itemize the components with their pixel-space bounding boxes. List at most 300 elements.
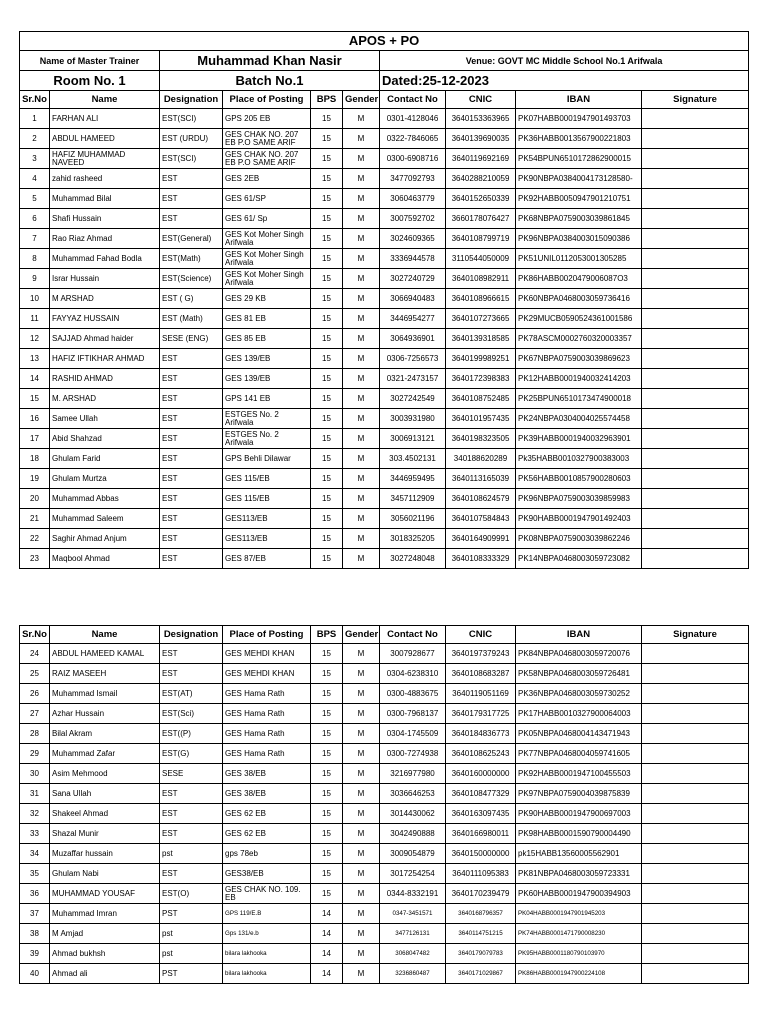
cell-contact-no: 3017254254	[380, 864, 446, 884]
cell-designation: EST(AT)	[160, 684, 223, 704]
table-row	[20, 329, 749, 349]
venue: Venue: GOVT MC Middle School No.1 Arifwala	[380, 51, 749, 71]
cell-contact-no: 0304-1745509	[380, 724, 446, 744]
cell-contact-no: 3066940483	[380, 289, 446, 309]
cell-place-of-posting: GES Kot Moher Singh Arifwala	[223, 229, 311, 249]
cell-sr-no: 32	[20, 804, 50, 824]
table-row	[20, 509, 749, 529]
cell-iban: PK90HABB0001947901492403	[516, 509, 642, 529]
cell-designation: EST(G)	[160, 744, 223, 764]
cell-signature	[642, 429, 749, 449]
cell-contact-no: 3007928677	[380, 644, 446, 664]
table-row	[20, 529, 749, 549]
cell-iban: PK74HABB0001471790008230	[516, 924, 642, 944]
cell-cnic: 3660178076427	[446, 209, 516, 229]
column-header-iban: IBAN	[516, 626, 642, 644]
table-row	[20, 924, 749, 944]
cell-bps: 15	[311, 209, 343, 229]
cell-designation: EST ( G)	[160, 289, 223, 309]
cell-place-of-posting: Gps 131/e.b	[223, 924, 311, 944]
cell-contact-no: 0300-6908716	[380, 149, 446, 169]
cell-place-of-posting: ESTGES No. 2 Arifwala	[223, 409, 311, 429]
table-row	[20, 349, 749, 369]
cell-place-of-posting: GES MEHDI KHAN	[223, 664, 311, 684]
cell-gender: M	[343, 764, 380, 784]
cell-contact-no: 3036646253	[380, 784, 446, 804]
cell-contact-no: 3009054879	[380, 844, 446, 864]
cell-cnic: 3640152650339	[446, 189, 516, 209]
cell-signature	[642, 704, 749, 724]
cell-cnic: 3640163097435	[446, 804, 516, 824]
cell-iban: PK92HABB0001947100455503	[516, 764, 642, 784]
cell-signature	[642, 744, 749, 764]
cell-designation: EST	[160, 549, 223, 569]
cell-iban: PK39HABB0001940032963901	[516, 429, 642, 449]
cell-sr-no: 38	[20, 924, 50, 944]
cell-signature	[642, 529, 749, 549]
cell-bps: 15	[311, 824, 343, 844]
cell-name: Asim Mehmood	[50, 764, 160, 784]
table-row	[20, 764, 749, 784]
cell-cnic: 3640107273665	[446, 309, 516, 329]
cell-bps: 15	[311, 109, 343, 129]
table-row	[20, 944, 749, 964]
cell-signature	[642, 309, 749, 329]
cell-gender: M	[343, 249, 380, 269]
cell-bps: 15	[311, 664, 343, 684]
cell-contact-no: 0344-8332191	[380, 884, 446, 904]
cell-name: Muzaffar hussain	[50, 844, 160, 864]
cell-gender: M	[343, 964, 380, 984]
cell-designation: EST	[160, 189, 223, 209]
cell-place-of-posting: GES 62 EB	[223, 824, 311, 844]
cell-name: Azhar Hussain	[50, 704, 160, 724]
table-row	[20, 784, 749, 804]
cell-signature	[642, 804, 749, 824]
cell-contact-no: 3446959495	[380, 469, 446, 489]
column-header-bps: BPS	[311, 626, 343, 644]
cell-iban: PK12HABB0001940032414203	[516, 369, 642, 389]
cell-bps: 15	[311, 489, 343, 509]
cell-gender: M	[343, 189, 380, 209]
cell-sr-no: 11	[20, 309, 50, 329]
cell-sr-no: 37	[20, 904, 50, 924]
cell-place-of-posting: GES Hama Rath	[223, 684, 311, 704]
cell-sr-no: 5	[20, 189, 50, 209]
cell-sr-no: 3	[20, 149, 50, 169]
cell-signature	[642, 449, 749, 469]
cell-bps: 15	[311, 249, 343, 269]
table-row	[20, 149, 749, 169]
table-row	[20, 449, 749, 469]
cell-place-of-posting: GES Kot Moher Singh Arifwala	[223, 249, 311, 269]
cell-iban: PK36HABB0013567900221803	[516, 129, 642, 149]
cell-bps: 14	[311, 924, 343, 944]
cell-place-of-posting: GES 139/EB	[223, 349, 311, 369]
cell-iban: PK29MUCB0590524361001586	[516, 309, 642, 329]
cell-place-of-posting: GES 115/EB	[223, 469, 311, 489]
cell-name: M ARSHAD	[50, 289, 160, 309]
cell-cnic: 3640164909991	[446, 529, 516, 549]
cell-sr-no: 29	[20, 744, 50, 764]
cell-gender: M	[343, 149, 380, 169]
cell-designation: PST	[160, 964, 223, 984]
table-row	[20, 189, 749, 209]
sheet-title: APOS + PO	[20, 32, 749, 51]
cell-gender: M	[343, 864, 380, 884]
master-trainer-label: Name of Master Trainer	[20, 51, 160, 71]
cell-place-of-posting: GES CHAK NO. 207 EB P.O SAME ARIF	[223, 129, 311, 149]
cell-sr-no: 24	[20, 644, 50, 664]
cell-designation: EST	[160, 429, 223, 449]
cell-sr-no: 20	[20, 489, 50, 509]
cell-bps: 15	[311, 724, 343, 744]
cell-signature	[642, 109, 749, 129]
cell-cnic: 3640108477329	[446, 784, 516, 804]
cell-signature	[642, 289, 749, 309]
cell-name: Saghir Ahmad Anjum	[50, 529, 160, 549]
cell-cnic: 3640160000000	[446, 764, 516, 784]
cell-signature	[642, 864, 749, 884]
cell-place-of-posting: GES CHAK NO. 109. EB	[223, 884, 311, 904]
cell-iban: PK04HABB0001947901945203	[516, 904, 642, 924]
cell-cnic: 3640108752485	[446, 389, 516, 409]
table-row	[20, 724, 749, 744]
cell-contact-no: 3027242549	[380, 389, 446, 409]
cell-name: Ghulam Farid	[50, 449, 160, 469]
table-row	[20, 964, 749, 984]
cell-bps: 15	[311, 289, 343, 309]
cell-place-of-posting: GES 2EB	[223, 169, 311, 189]
cell-sr-no: 36	[20, 884, 50, 904]
cell-sr-no: 22	[20, 529, 50, 549]
cell-iban: PK90NBPA0384004173128580-	[516, 169, 642, 189]
cell-signature	[642, 229, 749, 249]
cell-gender: M	[343, 904, 380, 924]
cell-gender: M	[343, 349, 380, 369]
cell-contact-no: 3068047482	[380, 944, 446, 964]
cell-signature	[642, 924, 749, 944]
table-row	[20, 409, 749, 429]
cell-contact-no: 0301-4128046	[380, 109, 446, 129]
cell-place-of-posting: GES113/EB	[223, 529, 311, 549]
cell-iban: PK36NBPA0468003059730252	[516, 684, 642, 704]
cell-bps: 15	[311, 229, 343, 249]
cell-name: ABDUL HAMEED KAMAL	[50, 644, 160, 664]
cell-signature	[642, 644, 749, 664]
table-row	[20, 489, 749, 509]
cell-gender: M	[343, 684, 380, 704]
cell-sr-no: 19	[20, 469, 50, 489]
cell-gender: M	[343, 369, 380, 389]
cell-signature	[642, 904, 749, 924]
cell-gender: M	[343, 549, 380, 569]
cell-cnic: 3640101957435	[446, 409, 516, 429]
cell-bps: 15	[311, 129, 343, 149]
cell-sr-no: 33	[20, 824, 50, 844]
cell-sr-no: 2	[20, 129, 50, 149]
cell-iban: PK24NBPA0304004025574458	[516, 409, 642, 429]
cell-name: Shakeel Ahmad	[50, 804, 160, 824]
cell-sr-no: 25	[20, 664, 50, 684]
cell-name: Muhammad Ismail	[50, 684, 160, 704]
cell-designation: EST	[160, 449, 223, 469]
cell-signature	[642, 884, 749, 904]
cell-name: Israr Hussain	[50, 269, 160, 289]
cell-bps: 15	[311, 549, 343, 569]
cell-signature	[642, 189, 749, 209]
cell-cnic: 340188620289	[446, 449, 516, 469]
cell-bps: 15	[311, 684, 343, 704]
cell-iban: PK17HABB0010327900064003	[516, 704, 642, 724]
cell-sr-no: 27	[20, 704, 50, 724]
cell-sr-no: 6	[20, 209, 50, 229]
table-row	[20, 129, 749, 149]
cell-cnic: 3640150000000	[446, 844, 516, 864]
master-trainer-name: Muhammad Khan Nasir	[160, 51, 380, 71]
cell-sr-no: 9	[20, 269, 50, 289]
cell-iban: PK51UNIL0112053001305285	[516, 249, 642, 269]
cell-cnic: 3640172398383	[446, 369, 516, 389]
cell-bps: 15	[311, 449, 343, 469]
cell-name: Muhammad Saleem	[50, 509, 160, 529]
cell-place-of-posting: bilara lakhooka	[223, 944, 311, 964]
column-header-place-of-posting: Place of Posting	[223, 626, 311, 644]
cell-name: zahid rasheed	[50, 169, 160, 189]
cell-cnic: 3640288210059	[446, 169, 516, 189]
cell-iban: PK25BPUN6510173474900018	[516, 389, 642, 409]
cell-bps: 15	[311, 389, 343, 409]
cell-place-of-posting: GES 139/EB	[223, 369, 311, 389]
cell-gender: M	[343, 824, 380, 844]
cell-contact-no: 0300-4883675	[380, 684, 446, 704]
cell-name: Maqbool Ahmad	[50, 549, 160, 569]
cell-iban: PK84NBPA0468003059720076	[516, 644, 642, 664]
cell-signature	[642, 249, 749, 269]
column-header-row	[20, 91, 749, 109]
cell-cnic: 3640108799719	[446, 229, 516, 249]
cell-contact-no: 3236860487	[380, 964, 446, 984]
cell-gender: M	[343, 229, 380, 249]
cell-designation: EST(O)	[160, 884, 223, 904]
cell-place-of-posting: GPS Behli Dilawar	[223, 449, 311, 469]
cell-cnic: 3640139690035	[446, 129, 516, 149]
cell-iban: PK92HABB0050947901210751	[516, 189, 642, 209]
cell-sr-no: 8	[20, 249, 50, 269]
cell-bps: 15	[311, 509, 343, 529]
table-row	[20, 209, 749, 229]
cell-cnic: 3640139318585	[446, 329, 516, 349]
cell-bps: 15	[311, 804, 343, 824]
cell-sr-no: 31	[20, 784, 50, 804]
table-row	[20, 824, 749, 844]
column-header-signature: Signature	[642, 91, 749, 109]
cell-contact-no: 0322-7846065	[380, 129, 446, 149]
cell-gender: M	[343, 704, 380, 724]
column-header-cnic: CNIC	[446, 626, 516, 644]
column-header-row	[20, 626, 749, 644]
table-row	[20, 269, 749, 289]
cell-designation: EST (URDU)	[160, 129, 223, 149]
cell-designation: EST	[160, 369, 223, 389]
column-header-cnic: CNIC	[446, 91, 516, 109]
cell-name: Sana Ullah	[50, 784, 160, 804]
cell-designation: EST	[160, 509, 223, 529]
cell-contact-no: 0321-2473157	[380, 369, 446, 389]
cell-bps: 15	[311, 349, 343, 369]
table-row	[20, 664, 749, 684]
cell-gender: M	[343, 664, 380, 684]
cell-place-of-posting: GES Hama Rath	[223, 704, 311, 724]
cell-place-of-posting: GES 61/ Sp	[223, 209, 311, 229]
cell-name: Ahmad bukhsh	[50, 944, 160, 964]
table-row	[20, 289, 749, 309]
table-row	[20, 389, 749, 409]
cell-designation: EST(SCI)	[160, 109, 223, 129]
cell-contact-no: 3056021196	[380, 509, 446, 529]
cell-gender: M	[343, 469, 380, 489]
cell-place-of-posting: GES 87/EB	[223, 549, 311, 569]
column-header-sr-no: Sr.No	[20, 91, 50, 109]
cell-designation: EST	[160, 469, 223, 489]
cell-bps: 14	[311, 964, 343, 984]
column-header-designation: Designation	[160, 91, 223, 109]
cell-contact-no: 3024609365	[380, 229, 446, 249]
cell-cnic: 3640119051169	[446, 684, 516, 704]
cell-iban: PK14NBPA0468003059723082	[516, 549, 642, 569]
cell-iban: PK90HABB0001947900697003	[516, 804, 642, 824]
cell-bps: 15	[311, 329, 343, 349]
cell-cnic: 3640170239479	[446, 884, 516, 904]
cell-designation: EST(General)	[160, 229, 223, 249]
cell-name: Abid Shahzad	[50, 429, 160, 449]
cell-contact-no: 3003931980	[380, 409, 446, 429]
cell-signature	[642, 489, 749, 509]
cell-name: HAFIZ MUHAMMAD NAVEED	[50, 149, 160, 169]
cell-signature	[642, 349, 749, 369]
cell-cnic: 3640153363965	[446, 109, 516, 129]
cell-contact-no: 3216977980	[380, 764, 446, 784]
cell-designation: pst	[160, 944, 223, 964]
attendance-table-page1	[19, 31, 749, 569]
cell-signature	[642, 169, 749, 189]
cell-cnic: 3640108982911	[446, 269, 516, 289]
cell-name: Rao Riaz Ahmad	[50, 229, 160, 249]
column-header-contact-no: Contact No	[380, 91, 446, 109]
cell-gender: M	[343, 129, 380, 149]
cell-designation: EST(Science)	[160, 269, 223, 289]
cell-iban: pk15HABB13560005562901	[516, 844, 642, 864]
cell-cnic: 3640113165039	[446, 469, 516, 489]
cell-sr-no: 21	[20, 509, 50, 529]
cell-contact-no: 3027248048	[380, 549, 446, 569]
cell-signature	[642, 664, 749, 684]
cell-designation: EST(SCI)	[160, 149, 223, 169]
cell-sr-no: 18	[20, 449, 50, 469]
cell-gender: M	[343, 209, 380, 229]
cell-signature	[642, 469, 749, 489]
cell-signature	[642, 844, 749, 864]
cell-signature	[642, 944, 749, 964]
table-row	[20, 884, 749, 904]
cell-sr-no: 1	[20, 109, 50, 129]
cell-contact-no: 3477092793	[380, 169, 446, 189]
cell-designation: EST	[160, 209, 223, 229]
cell-name: Ahmad ali	[50, 964, 160, 984]
cell-iban: PK08NBPA0759003039862246	[516, 529, 642, 549]
cell-signature	[642, 149, 749, 169]
cell-place-of-posting: GPS 205 EB	[223, 109, 311, 129]
cell-cnic: 3640119692169	[446, 149, 516, 169]
cell-iban: PK97NBPA0759004039875839	[516, 784, 642, 804]
date: Dated:25-12-2023	[380, 71, 749, 91]
cell-iban: PK60NBPA0468003059736416	[516, 289, 642, 309]
cell-iban: PK96NBPA0384003015090386	[516, 229, 642, 249]
cell-gender: M	[343, 944, 380, 964]
cell-designation: EST	[160, 644, 223, 664]
cell-place-of-posting: GES 38/EB	[223, 764, 311, 784]
column-header-name: Name	[50, 91, 160, 109]
cell-iban: PK96NBPA0759003039859983	[516, 489, 642, 509]
cell-iban: Pk35HABB0010327900383003	[516, 449, 642, 469]
cell-name: M. ARSHAD	[50, 389, 160, 409]
cell-cnic: 3640108683287	[446, 664, 516, 684]
room-number: Room No. 1	[20, 71, 160, 91]
cell-designation: EST((P)	[160, 724, 223, 744]
cell-gender: M	[343, 289, 380, 309]
cell-place-of-posting: GES 85 EB	[223, 329, 311, 349]
cell-bps: 15	[311, 529, 343, 549]
cell-name: Shafi Hussain	[50, 209, 160, 229]
cell-iban: PK78ASCM0002760320003357	[516, 329, 642, 349]
table-row	[20, 429, 749, 449]
cell-designation: SESE	[160, 764, 223, 784]
column-header-name: Name	[50, 626, 160, 644]
table-row	[20, 249, 749, 269]
cell-bps: 15	[311, 844, 343, 864]
cell-cnic: 3640168796357	[446, 904, 516, 924]
cell-sr-no: 14	[20, 369, 50, 389]
cell-signature	[642, 329, 749, 349]
cell-gender: M	[343, 529, 380, 549]
column-header-signature: Signature	[642, 626, 749, 644]
cell-name: FARHAN ALI	[50, 109, 160, 129]
cell-designation: EST	[160, 864, 223, 884]
cell-name: Muhammad Imran	[50, 904, 160, 924]
cell-cnic: 3640199989251	[446, 349, 516, 369]
cell-iban: PK58NBPA0468003059726481	[516, 664, 642, 684]
cell-contact-no: 0300-7274938	[380, 744, 446, 764]
cell-gender: M	[343, 924, 380, 944]
cell-signature	[642, 784, 749, 804]
cell-name: Muhammad Fahad Bodla	[50, 249, 160, 269]
cell-sr-no: 7	[20, 229, 50, 249]
cell-iban: PK67NBPA0759003039869623	[516, 349, 642, 369]
cell-designation: EST (Math)	[160, 309, 223, 329]
cell-iban: PK98HABB0001590790004490	[516, 824, 642, 844]
cell-contact-no: 0304-6238310	[380, 664, 446, 684]
column-header-contact-no: Contact No	[380, 626, 446, 644]
table-row	[20, 744, 749, 764]
cell-sr-no: 30	[20, 764, 50, 784]
table-row	[20, 309, 749, 329]
cell-name: FAYYAZ HUSSAIN	[50, 309, 160, 329]
cell-designation: EST	[160, 804, 223, 824]
cell-gender: M	[343, 724, 380, 744]
cell-name: Samee Ullah	[50, 409, 160, 429]
cell-contact-no: 3007592702	[380, 209, 446, 229]
cell-place-of-posting: ESTGES No. 2 Arifwala	[223, 429, 311, 449]
